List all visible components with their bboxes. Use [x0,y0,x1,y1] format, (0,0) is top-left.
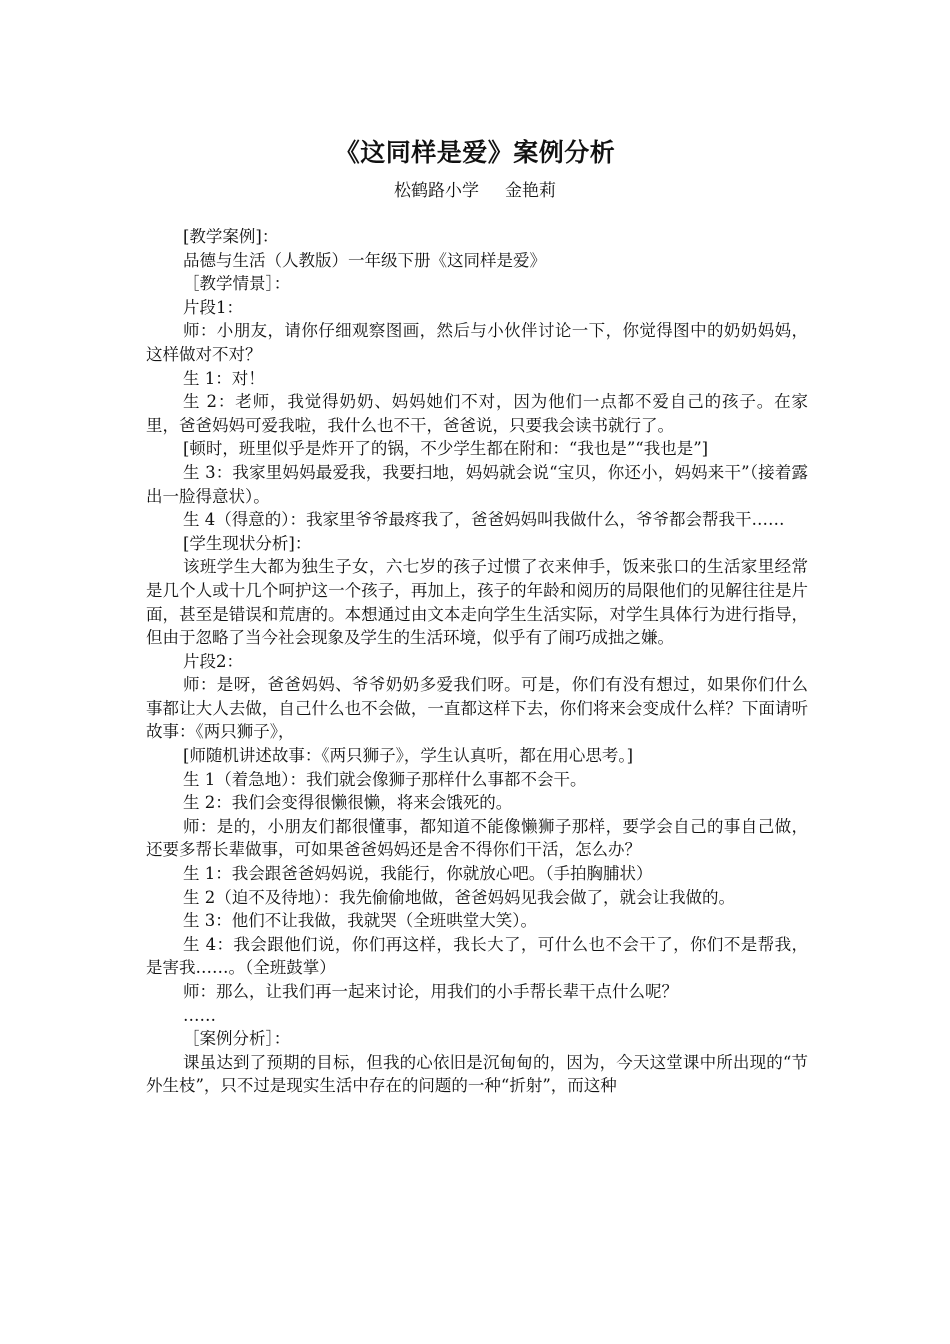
paragraph: 师：小朋友，请你仔细观察图画，然后与小伙伴讨论一下，你觉得图中的奶奶妈妈，这样做对不对？ [146,321,808,364]
paragraph: 生 4（得意的）：我家里爷爷最疼我了，爸爸妈妈叫我做什么，爷爷都会帮我干…… [183,510,785,530]
author-name: 金艳莉 [505,181,556,201]
section-heading-case: [教学案例]： [183,227,279,246]
section-heading-analysis: [学生现状分析]： [183,533,312,553]
document-body [146,225,808,1098]
paragraph: 生 2（迫不及待地）：我先偷偷地做，爸爸妈妈见我会做了，就会让我做的。 [183,887,735,907]
document-title: 《这同样是爱》案例分析 [334,138,616,167]
ellipsis: …… [183,1005,216,1025]
paragraph: 师：是的，小朋友们都很懂事，都知道不能像懒狮子那样，要学会自己的事自己做，还要多帮长辈做事，可如果爸爸妈妈还是舍不得你们干活，怎么办？ [146,816,808,860]
paragraph: 生 2：我们会变得很懒很懒，将来会饿死的。 [183,793,513,813]
paragraph: 生 3：我家里妈妈最爱我，我要扫地，妈妈就会说“宝贝，你还小，妈妈来干”（接着露出一脸得意状）。 [146,462,808,506]
textbook-reference: 品德与生活（人教版）一年级下册《这同样是爱》 [183,250,546,270]
paragraph: 生 4：我会跟他们说，你们再这样，我长大了，可什么也不会干了，你们不是帮我，是害我……。（全班鼓掌） [146,934,808,978]
paragraph: 生 3：他们不让我做，我就哭（全班哄堂大笑）。 [183,911,537,931]
segment-1-heading: 片段1： [183,297,243,317]
paragraph: 生 1（着急地）：我们就会像狮子那样什么事都不会干。 [183,769,587,789]
paragraph: [师随机讲述故事：《两只狮子》，学生认真听，都在用心思考。] [183,746,634,766]
paragraph: 生 1：我会跟爸爸妈妈说，我能行，你就放心吧。（手拍胸脯状） [183,864,653,884]
paragraph: 生 1：对！ [183,368,265,388]
section-heading-scene: ［教学情景］： [183,274,291,294]
author-line [0,176,950,201]
segment-2-heading: 片段2： [183,651,243,671]
paragraph: 师：是呀，爸爸妈妈、爷爷奶奶多爱我们呀。可是，你们有没有想过，如果你们什么事都让大人去做，自己什么也不会做，一直都这样下去，你们将来会变成什么样？下面请听故事：《两只狮子》， [146,675,808,742]
paragraph: 生 2：老师，我觉得奶奶、妈妈她们不对，因为他们一点都不爱自己的孩子。在家里，爸爸妈妈可爱我啦，我什么也不干，爸爸说，只要我会读书就行了。 [146,392,808,435]
paragraph: [顿时，班里似乎是炸开了的锅，不少学生都在附和：“我也是”“我也是”] [183,439,709,459]
paragraph: 课虽达到了预期的目标，但我的心依旧是沉甸甸的，因为，今天这堂课中所出现的“节外生枝”，只不过是现实生活中存在的问题的一种“折射”，而这种 [146,1052,808,1096]
section-heading-case-analysis: ［案例分析］： [183,1029,291,1049]
paragraph: 该班学生大都为独生子女，六七岁的孩子过惯了衣来伸手，饭来张口的生活家里经常是几个人或十几个呵护这一个孩子，再加上，孩子的年龄和阅历的局限他们的见解往往是片面，甚至是错误和荒唐的。本想通过由文本走向学生生活实际，对学生具体行为进行指导，但由于忽略了当今社会现象及学生的生活环境，似乎有了闹巧成拙之嫌。 [146,557,808,648]
paragraph: 师：那么，让我们再一起来讨论，用我们的小手帮长辈干点什么呢？ [183,982,678,1001]
author-school: 松鹤路小学 [394,181,479,201]
